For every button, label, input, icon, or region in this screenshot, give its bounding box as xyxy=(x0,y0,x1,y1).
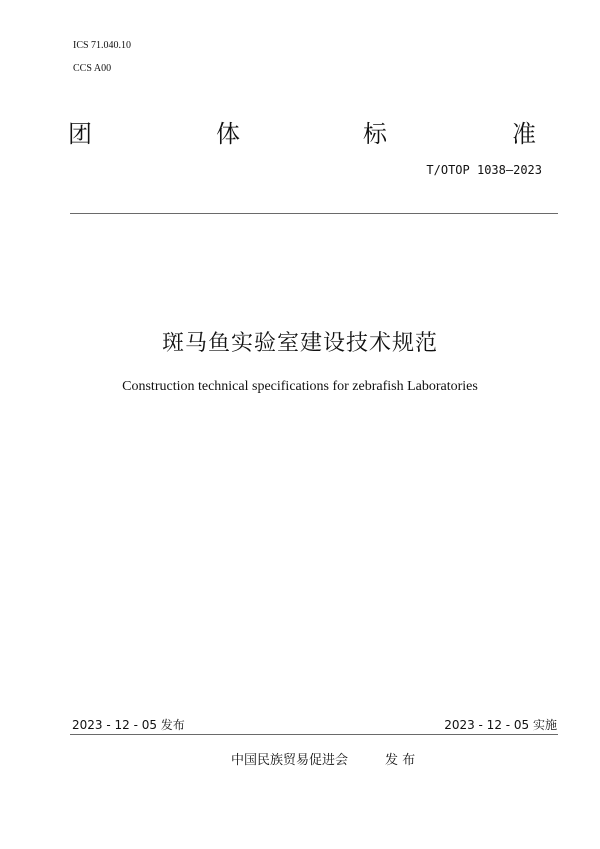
standard-type-char: 团 xyxy=(68,120,92,148)
standard-type-char: 体 xyxy=(216,120,240,148)
publish-date: 2023 - 12 - 05 发布 xyxy=(72,718,185,732)
standard-number: T/OTOP 1038—2023 xyxy=(426,163,542,177)
implement-date: 2023 - 12 - 05 实施 xyxy=(444,718,557,732)
header-divider xyxy=(70,213,558,214)
ics-code: ICS 71.040.10 xyxy=(73,40,132,51)
standard-type-char: 准 xyxy=(512,120,536,148)
ccs-code: CCS A00 xyxy=(73,63,112,74)
standard-type-char: 标 xyxy=(363,120,387,148)
document-title-en: Construction technical specifications for zebrafish Laboratories xyxy=(122,379,478,394)
document-title-zh: 斑马鱼实验室建设技术规范 xyxy=(161,331,438,356)
publisher-name: 中国民族贸易促进会 xyxy=(231,753,349,768)
footer-divider xyxy=(70,734,558,735)
publisher-action: 发 布 xyxy=(385,753,416,768)
